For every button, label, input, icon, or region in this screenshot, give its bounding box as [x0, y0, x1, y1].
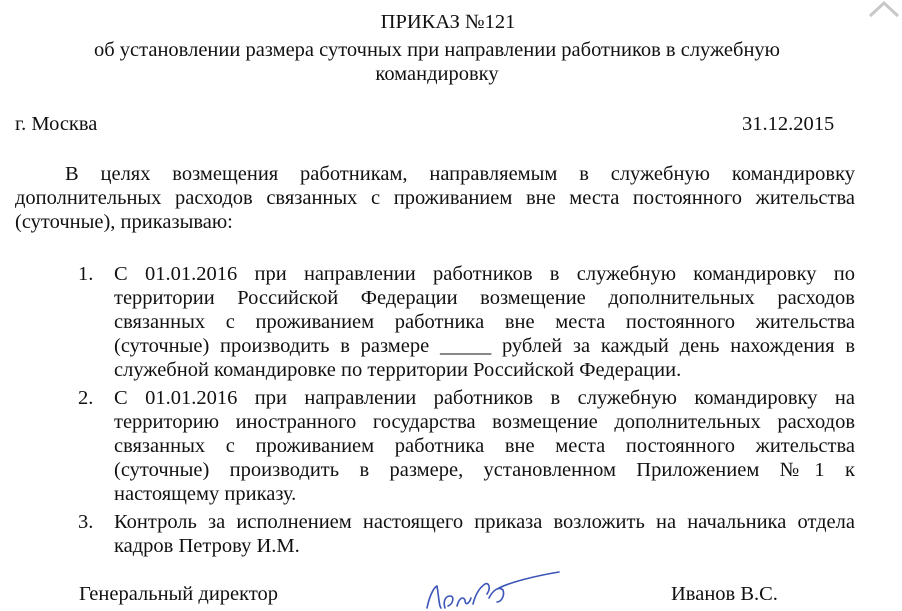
- item-line: Контроль за исполнением настоящего приказа возложить на начальника отдела: [114, 511, 855, 533]
- preamble-line: (суточные), приказываю:: [15, 211, 233, 233]
- order-item-3: [114, 510, 855, 558]
- item-line: (суточные) производить в размере _____ рублей за каждый день нахождения в: [114, 335, 855, 357]
- item-line: С 01.01.2016 при направлении работников в служебную командировку на: [114, 387, 855, 409]
- preamble-line: В целях возмещения работникам, направляемым в служебную командировку: [65, 163, 855, 185]
- item-number: 1.: [78, 263, 94, 285]
- item-line: территорию иностранного государства возмещение дополнительных расходов: [114, 411, 855, 433]
- handwritten-signature: [415, 568, 565, 611]
- preamble-paragraph: [15, 162, 855, 234]
- item-line: (суточные) производить в размере, установленном Приложением №1 к: [114, 459, 855, 481]
- item-line: связанных с проживанием работника вне места постоянного жительства: [114, 435, 855, 457]
- document-subtitle-line-2: командировку: [375, 63, 499, 85]
- item-line: кадров Петрову И.М.: [114, 535, 300, 557]
- item-line: настоящему приказу.: [114, 483, 297, 505]
- item-line: служебной командировке по территории Российской Федерации.: [114, 359, 682, 381]
- item-number: 3.: [78, 511, 94, 533]
- document-date: 31.12.2015: [742, 113, 835, 135]
- document-place: г. Москва: [15, 113, 98, 135]
- item-number: 2.: [78, 387, 94, 409]
- document-title: ПРИКАЗ №121: [380, 11, 516, 33]
- order-item-1: [114, 262, 855, 382]
- document-subtitle-line-1: об установлении размера суточных при направлении работников в служебную: [94, 39, 780, 61]
- preamble-line: дополнительных расходов связанных с проживанием вне места постоянного жительства: [15, 187, 855, 209]
- signatory-name: Иванов В.С.: [671, 583, 778, 605]
- signatory-position: Генеральный директор: [79, 583, 279, 605]
- item-line: С 01.01.2016 при направлении работников в служебную командировку по: [114, 263, 855, 285]
- item-line: территории Российской Федерации возмещение дополнительных расходов: [114, 287, 855, 309]
- item-line: связанных с проживанием работника вне места постоянного жительства: [114, 311, 855, 333]
- order-item-2: [114, 386, 855, 506]
